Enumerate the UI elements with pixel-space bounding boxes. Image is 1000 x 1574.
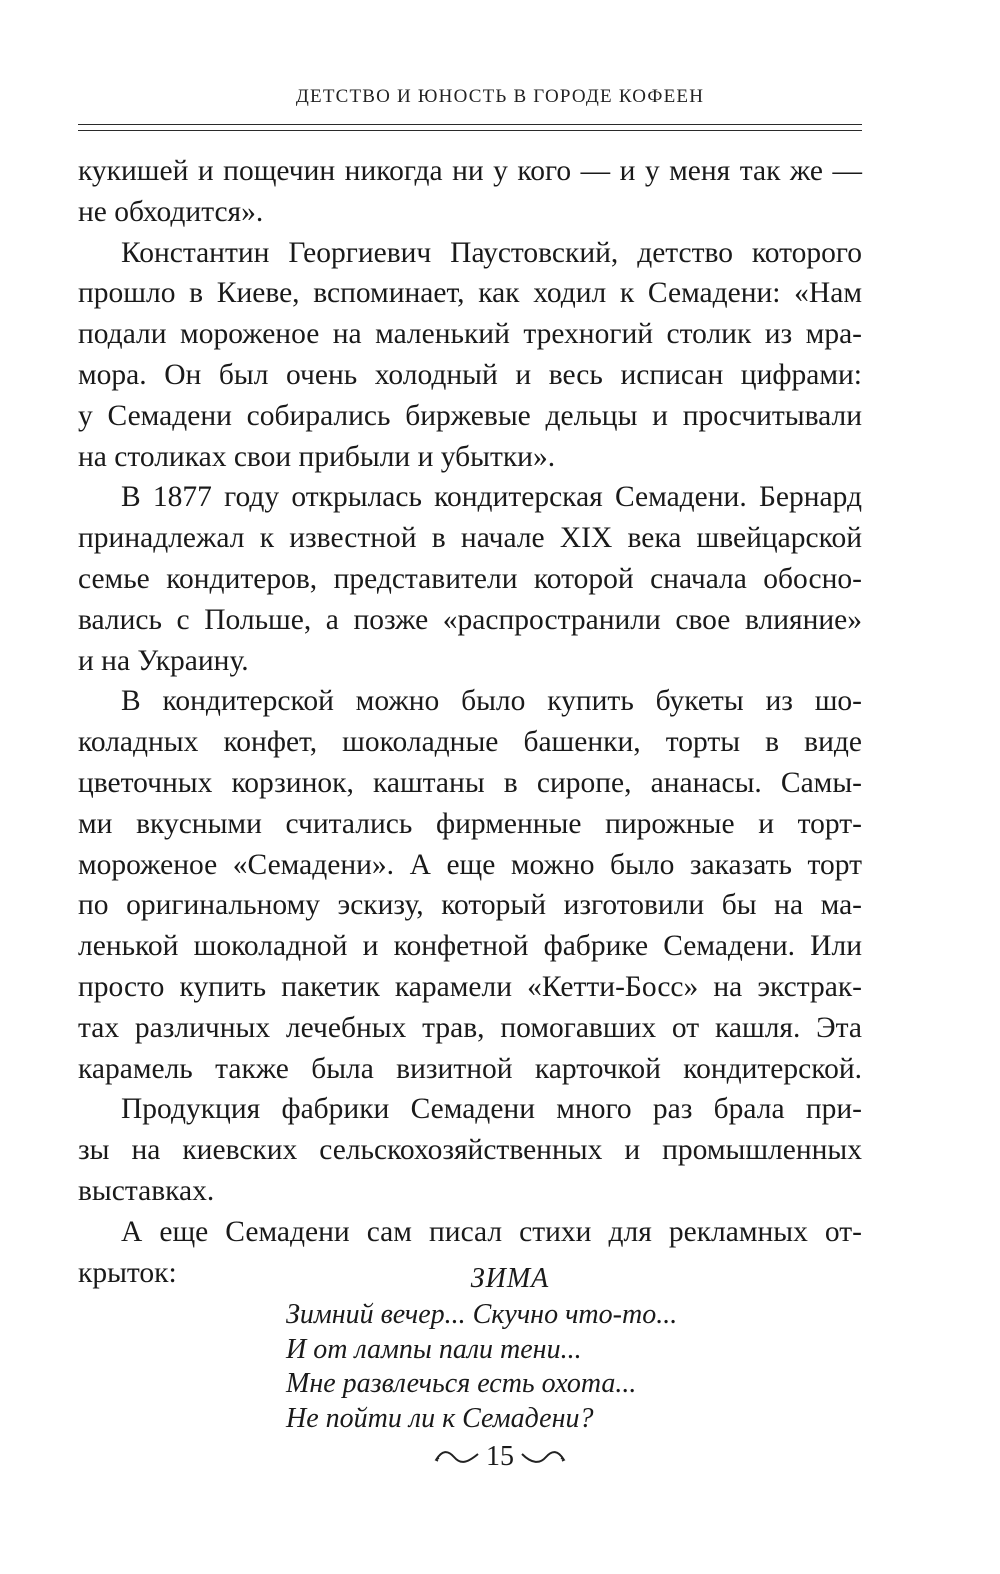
text-line: подали мороженое на маленький трехногий столик из мра- bbox=[78, 318, 862, 351]
header-rule-top bbox=[78, 124, 862, 125]
text-line: коладных конфет, шоколадные башенки, торты в виде bbox=[78, 726, 862, 759]
text-line: мороженое «Семадени». А еще можно было заказать торт bbox=[78, 848, 862, 881]
text-line: не обходится». bbox=[78, 195, 264, 228]
text-line: крыток: bbox=[78, 1256, 177, 1289]
running-head: ДЕТСТВО И ЮНОСТЬ В ГОРОДЕ КОФЕЕН bbox=[295, 86, 705, 107]
text-line: карамель также была визитной карточкой кондитерской. bbox=[78, 1052, 862, 1085]
text-line: выставках. bbox=[78, 1174, 215, 1207]
text-line: вались с Польше, а позже «распространили свое влияние» bbox=[78, 603, 862, 636]
body-text bbox=[78, 151, 862, 1293]
page-number: 15 bbox=[486, 1441, 514, 1472]
poem-line: Мне развлечься есть охота... bbox=[286, 1368, 637, 1399]
text-line: Продукция фабрики Семадени много раз брала при- bbox=[121, 1093, 862, 1126]
poem-line: И от лампы пали тени... bbox=[286, 1333, 582, 1365]
text-line: и на Украину. bbox=[78, 644, 249, 677]
text-line: В кондитерской можно было купить букеты из шо- bbox=[121, 685, 862, 718]
poem-title: ЗИМА bbox=[470, 1263, 550, 1294]
page-footer bbox=[0, 1437, 1000, 1480]
text-line: на столиках свои прибыли и убытки». bbox=[78, 440, 556, 473]
text-line: зы на киевских сельскохозяйственных и промышленных bbox=[78, 1134, 862, 1167]
text-line: А еще Семадени сам писал стихи для рекламных от- bbox=[121, 1215, 862, 1248]
header-rule-bottom bbox=[78, 130, 862, 131]
text-line: ми вкусными считались фирменные пирожные и торт- bbox=[78, 807, 862, 840]
poem bbox=[0, 1260, 1000, 1436]
text-line: Константин Георгиевич Паустовский, детство которого bbox=[121, 236, 862, 269]
text-line: прошло в Киеве, вспоминает, как ходил к Семадени: «Нам bbox=[78, 277, 862, 310]
poem-line: Зимний вечер... Скучно что-то... bbox=[286, 1299, 678, 1330]
text-line: по оригинальному эскизу, который изготовили бы на ма- bbox=[78, 889, 862, 922]
text-line: ленькой шоколадной и конфетной фабрике Семадени. Или bbox=[78, 930, 862, 963]
text-line: у Семадени собирались биржевые дельцы и просчитывали bbox=[78, 399, 862, 432]
swash-right-icon bbox=[520, 1446, 566, 1468]
text-line: мора. Он был очень холодный и весь исписан цифрами: bbox=[78, 358, 862, 391]
text-line: просто купить пакетик карамели «Кетти-Босс» на экстрак- bbox=[78, 970, 862, 1003]
text-line: цветочных корзинок, каштаны в сиропе, ананасы. Самы- bbox=[78, 766, 862, 799]
text-line: семье кондитеров, представители которой сначала обосно- bbox=[78, 562, 862, 595]
text-line: принадлежал к известной в начале XIX века швейцарской bbox=[78, 522, 862, 555]
swash-left-icon bbox=[434, 1446, 480, 1468]
text-line: В 1877 году открылась кондитерская Семадени. Бернард bbox=[121, 481, 862, 514]
text-line: кукишей и пощечин никогда ни у кого — и у меня так же — bbox=[78, 155, 862, 187]
text-line: тах различных лечебных трав, помогавших от кашля. Эта bbox=[78, 1011, 862, 1044]
poem-line: Не пойти ли к Семадени? bbox=[286, 1402, 594, 1434]
